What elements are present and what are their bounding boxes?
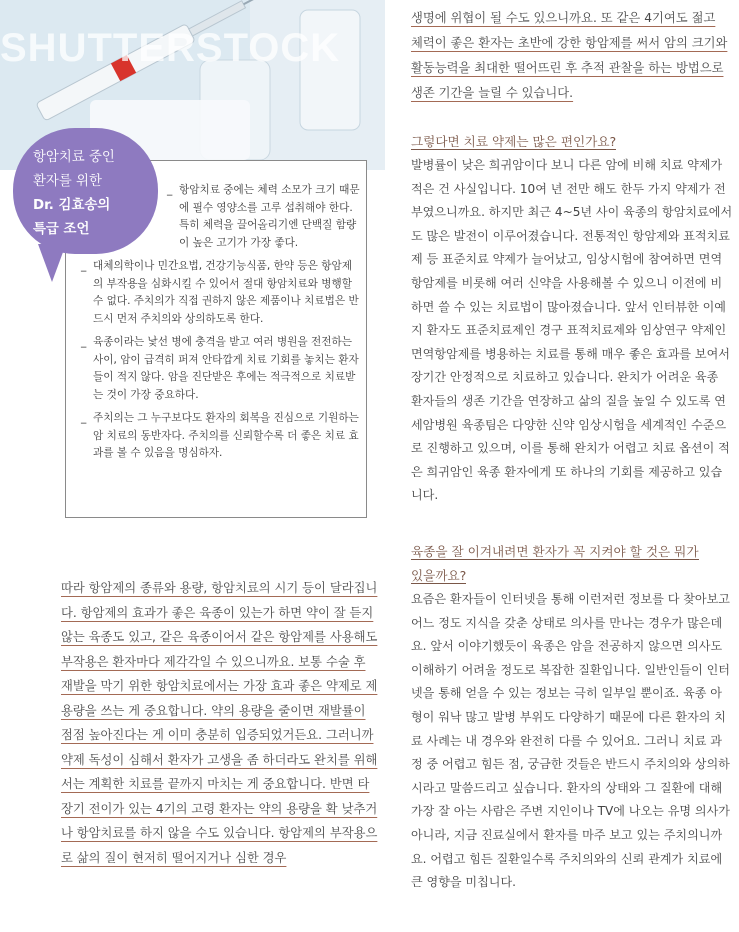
question-heading <box>411 540 699 588</box>
watermark-text: SHUTTERSTOCK <box>0 26 341 70</box>
right-column-intro: 생명에 위협이 될 수도 있으니까요. 또 같은 4기여도 젊고 체력이 좋은 환자는 초반에 강한 항암제를 써서 암의 크기와 활동능력을 최대한 떨어뜨린 후 추적 관찰을 하는 방법으로 생존 기간을 늘릴 수 있습니다. <box>411 11 728 100</box>
question-text: 육종을 잘 이겨내려면 환자가 꼭 지켜야 할 것은 뭐가 <box>411 544 699 559</box>
question-text: 있을까요? <box>411 568 467 583</box>
question-text: 그렇다면 치료 약제는 많은 편인가요? <box>411 134 617 149</box>
speech-bubble <box>13 128 158 254</box>
advice-item: _ 대체의학이나 민간요법, 건강기능식품, 한약 등은 항암제의 부작용을 심화시킬 수 있어서 절대 항암치료와 병행할 수 없다. 주치의가 직접 권하지 않은 제품이나 치료법은 반드시 먼저 주치의와 상의하도록 한다. <box>81 258 361 328</box>
answer-text: 발병률이 낮은 희귀암이다 보니 다른 암에 비해 치료 약제가 적은 건 사실입니다. 10여 년 전만 해도 한두 가지 약제가 전부였으니까요. 하지만 최근 4~5년 사이 육종의 항암치료에서도 많은 발전이 이루어졌습니다. 전통적인 항암제와 표적치료제 등 표준치료 약제가 늘어났고, 임상시험에 참여하면 면역항암제를 비롯해 여러 신약을 사용해볼 수 있으니 이전에 비하면 쓸 수 있는 치료법이 많아졌습니다. 앞서 인터뷰한 이예지 환자도 표준치료제인 경구 표적치료제와 임상연구 약제인 면역항암제를 병용하는 치료를 통해 매우 좋은 효과를 보여서 장기간 안정적으로 치료하고 있습니다. 완치가 어려운 육종 환자들의 생존 기간을 연장하고 삶의 질을 높일 수 있도록 연세암병원 육종팀은 다양한 신약 임상시험을 세계적인 수준으로 진행하고 있으며, 이를 통해 완치가 어렵고 치료 옵션이 적은 희귀암인 육종 환자에게 또 하나의 기회를 제공하고 있습니다. <box>411 158 733 503</box>
answer-text: 요즘은 환자들이 인터넷을 통해 이런저런 정보를 다 찾아보고 어느 정도 지식을 갖춘 상태로 의사를 만나는 경우가 많은데요. 앞서 이야기했듯이 육종은 암을 전공하지 않으면 의사도 이해하기 어려울 정도로 복잡한 질환입니다. 일반인들이 인터넷을 통해 얻을 수 있는 정보는 극히 일부일 뿐이죠. 육종 아형이 워낙 많고 발병 부위도 다양하기 때문에 다른 환자의 치료 사례는 내 경우와 완전히 다를 수 있어요. 그러니 치료 과정 중 어렵고 힘든 점, 궁금한 것들은 반드시 주치의와 상의하시라고 말씀드리고 싶습니다. 환자의 상태와 그 질환에 대해 가장 잘 아는 사람은 주변 지인이나 TV에 나오는 유명 의사가 아니라, 지금 진료실에서 환자를 마주 보고 있는 주치의니까요. 어렵고 힘든 질환일수록 주치의와의 신뢰 관계가 치료에 큰 영향을 미칩니다. <box>411 592 730 890</box>
bubble-title: 특급 조언 <box>33 222 90 237</box>
advice-item: _ 주치의는 그 누구보다도 환자의 회복을 진심으로 기원하는 암 치료의 동반자다. 주치의를 신뢰할수록 더 좋은 치료 효과를 볼 수 있음을 명심하자. <box>81 410 361 463</box>
left-column-text: 따라 항암제의 종류와 용량, 항암치료의 시기 등이 달라집니다. 항암제의 효과가 좋은 육종이 있는가 하면 약이 잘 듣지 않는 육종도 있고, 같은 육종이어서 같은 항암제를 사용해도 부작용은 환자마다 제각각일 수 있으니까요. 보통 수술 후 재발을 막기 위한 항암치료에서는 가장 효과 좋은 약제로 제 용량을 쓰는 게 중요합니다. 약의 용량을 줄이면 재발률이 점점 높아진다는 게 이미 충분히 입증되었거든요. 그러니까 약제 독성이 심해서 환자가 고생을 좀 하더라도 완치를 위해서는 계획한 치료를 끝까지 마치는 게 중요합니다. 반면 타 장기 전이가 있는 4기의 고령 환자는 약의 용량을 확 낮추거나 항암치료를 하지 않을 수도 있습니다. 항암제의 부작용으로 삶의 질이 현저히 떨어지거나 심한 경우 <box>61 581 378 865</box>
bubble-line: 환자를 위한 <box>33 174 102 189</box>
doctor-name: Dr. 김효송의 <box>33 198 111 213</box>
bubble-line: 항암치료 중인 <box>33 150 115 165</box>
advice-item: _ 육종이라는 낯선 병에 충격을 받고 여러 병원을 전전하는 사이, 암이 급격히 퍼져 안타깝게 치료 기회를 놓치는 환자들이 적지 않다. 암을 진단받은 후에는 적극적으로 치료받는 것이 가장 중요하다. <box>81 334 361 404</box>
question-heading <box>411 130 616 154</box>
advice-item: _ 항암치료 중에는 체력 소모가 크기 때문에 필수 영양소를 고루 섭취해야 한다. 특히 체력을 끌어올리기엔 단백질 함량이 높은 고기가 가장 좋다. <box>167 182 361 252</box>
